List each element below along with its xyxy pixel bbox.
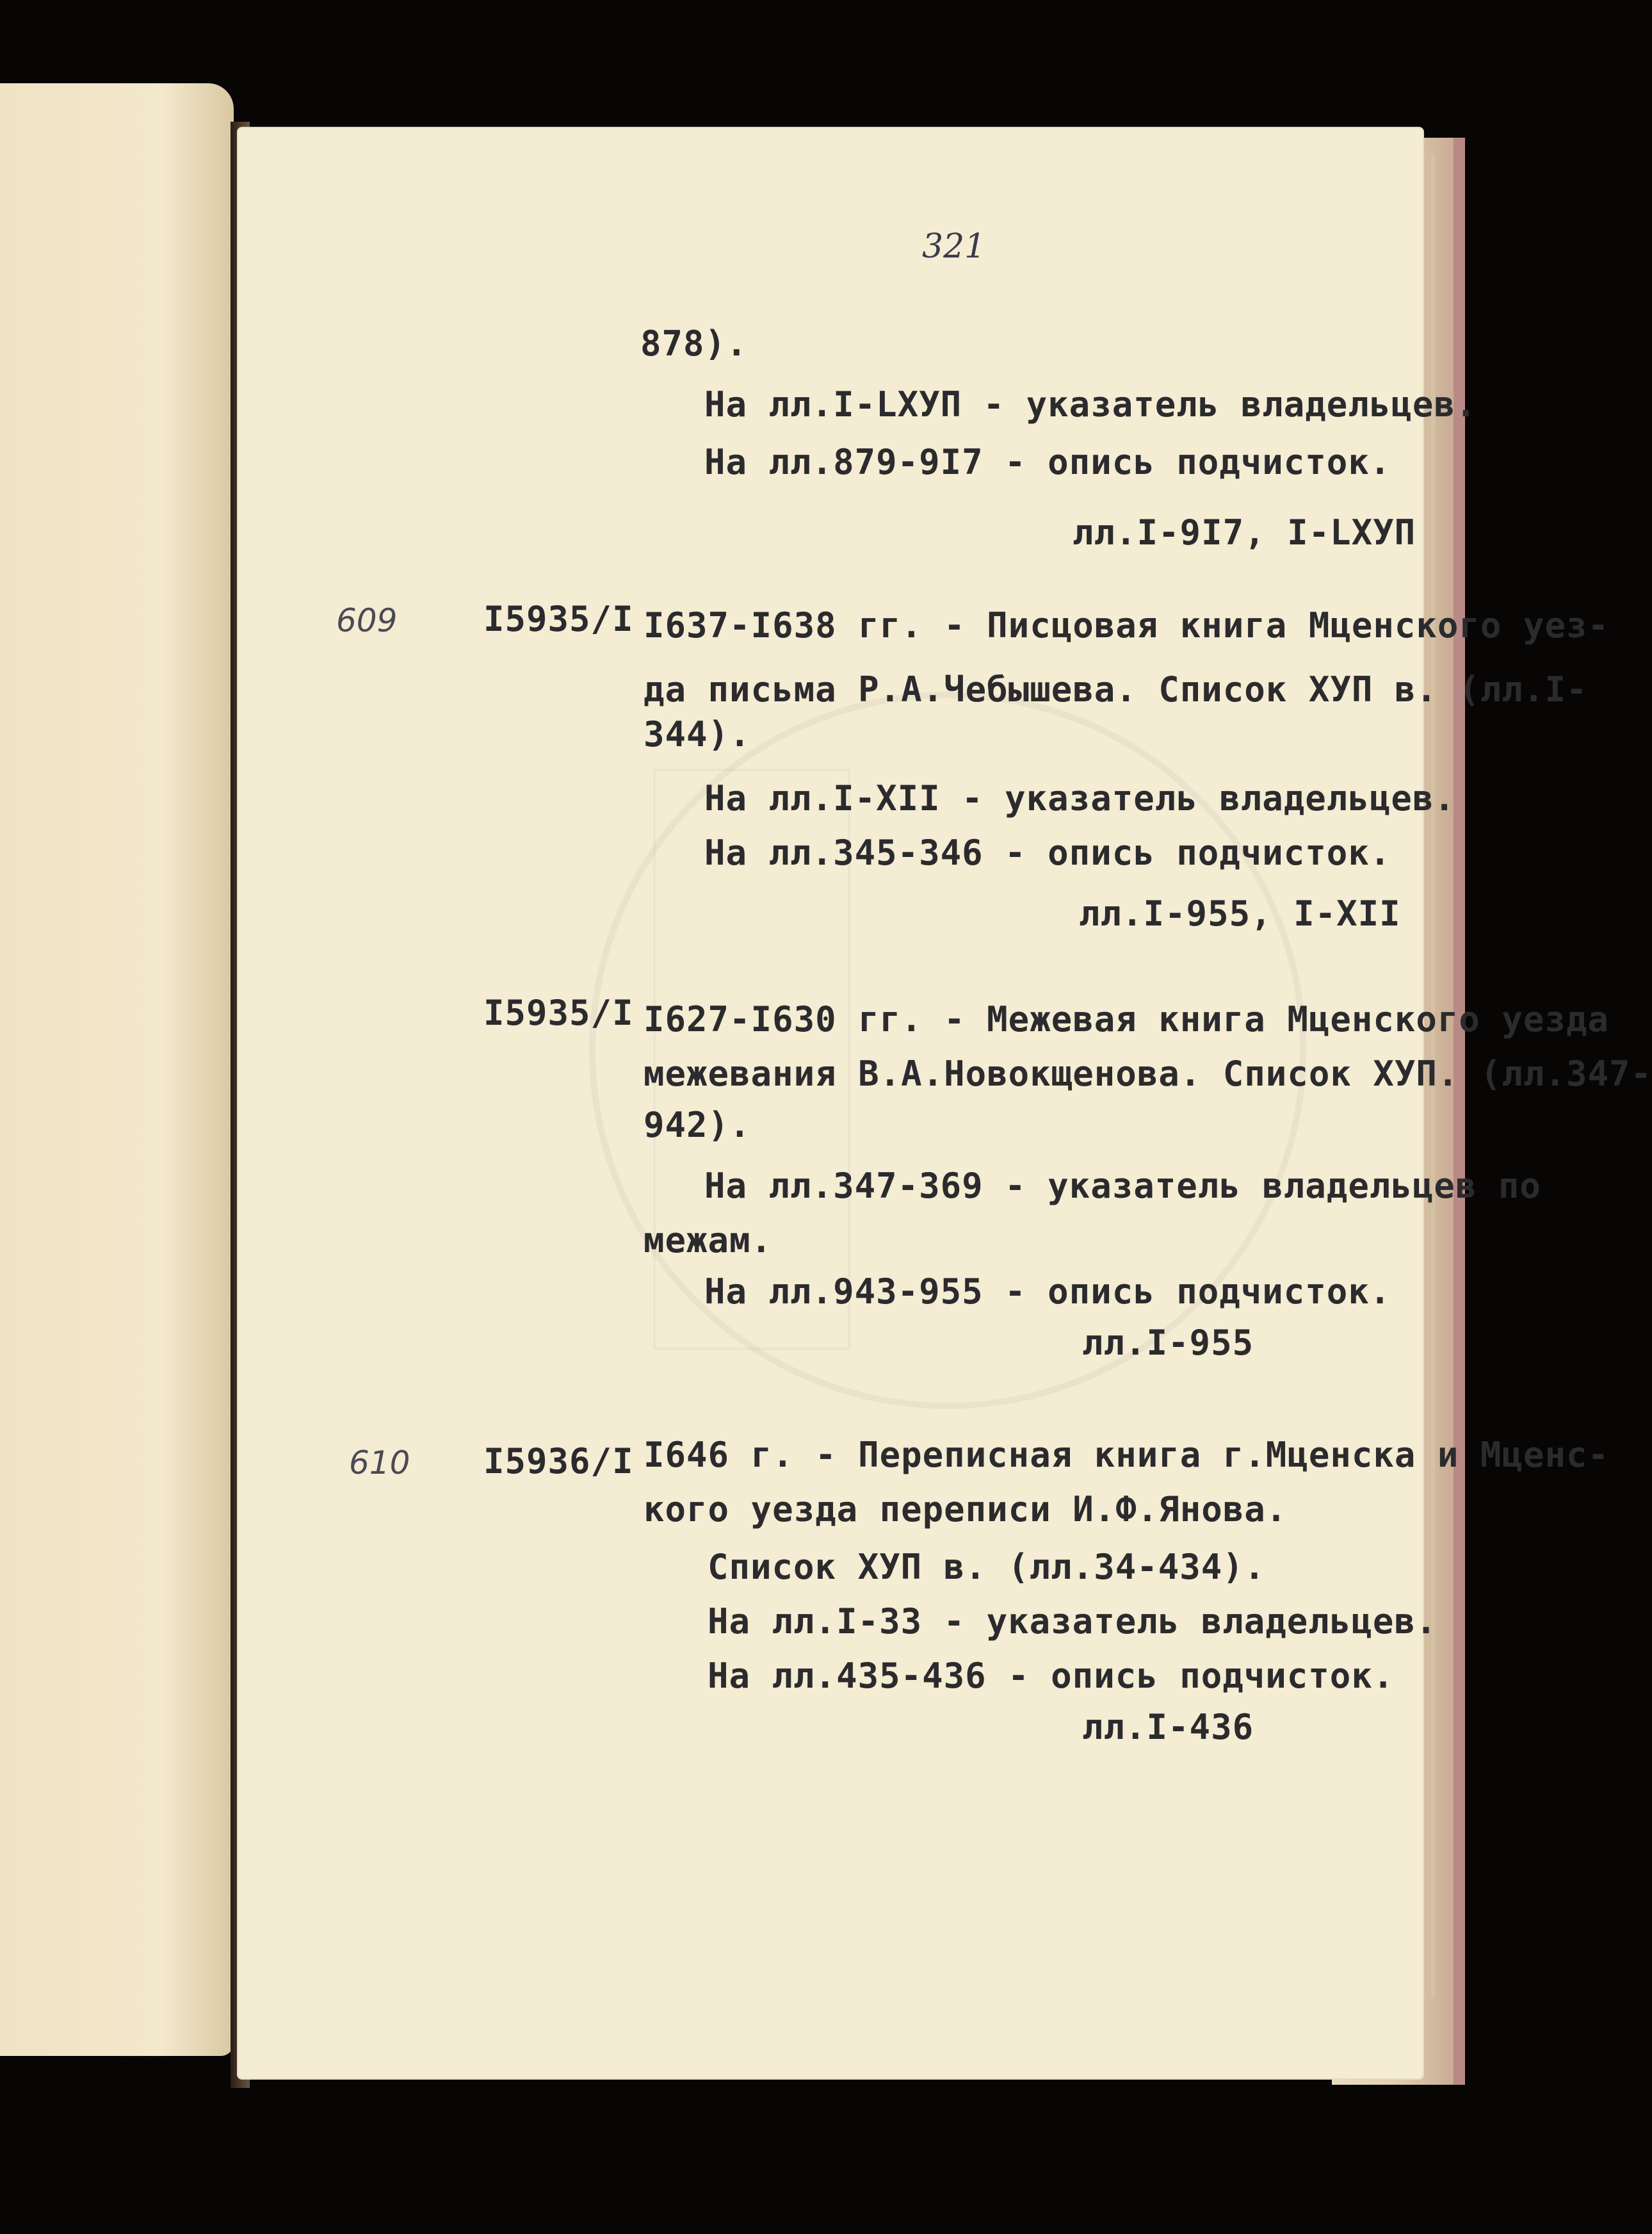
text-line: На лл.943-955 - опись подчисток. [704, 1271, 1391, 1312]
text-line: На лл.435-436 - опись подчисток. [708, 1656, 1395, 1696]
page-number: 321 [922, 227, 986, 266]
text-line: лл.I-436 [1082, 1707, 1254, 1747]
text-line: Список ХУП в. (лл.34-434). [708, 1547, 1266, 1587]
text-line: На лл.347-369 - указатель владельцев по [704, 1166, 1541, 1206]
text-line: 878). [640, 323, 748, 364]
text-line: лл.I-9I7, I-LXУП [1073, 512, 1416, 553]
entry-ref: I5935/I [483, 993, 634, 1033]
text-line: кого уезда переписи И.Ф.Янова. [644, 1489, 1288, 1529]
left-page [0, 83, 234, 2056]
margin-note: 610 [349, 1444, 410, 1481]
text-line: На лл.879-9I7 - опись подчисток. [704, 442, 1391, 482]
text-line: 942). [644, 1105, 751, 1145]
text-line: лл.I-955 [1082, 1323, 1254, 1363]
text-line: На лл.I-XII - указатель владельцев. [704, 778, 1455, 819]
text-line: На лл.I-33 - указатель владельцев. [708, 1601, 1437, 1642]
entry-ref: I5936/I [483, 1441, 634, 1481]
text-line: лл.I-955, I-XII [1079, 893, 1401, 934]
text-line: межевания В.А.Новокщенова. Список ХУП. (лл.347- [644, 1054, 1652, 1094]
entry-ref: I5935/I [483, 599, 634, 639]
text-line: На лл.I-LXУП - указатель владельцев. [704, 384, 1477, 425]
text-line: межам. [644, 1220, 773, 1260]
text-line: да письма Р.А.Чебышева. Список ХУП в. (лл.I- [644, 669, 1588, 710]
text-line: На лл.345-346 - опись подчисток. [704, 833, 1391, 873]
text-line: I627-I630 гг. - Межевая книга Мценского уезда [644, 999, 1609, 1040]
text-line: I646 г. - Переписная книга г.Мценска и Мценс- [644, 1435, 1609, 1475]
text-line: 344). [644, 714, 751, 754]
text-line: I637-I638 гг. - Писцовая книга Мценского уез- [644, 605, 1609, 646]
margin-note: 609 [336, 602, 398, 639]
